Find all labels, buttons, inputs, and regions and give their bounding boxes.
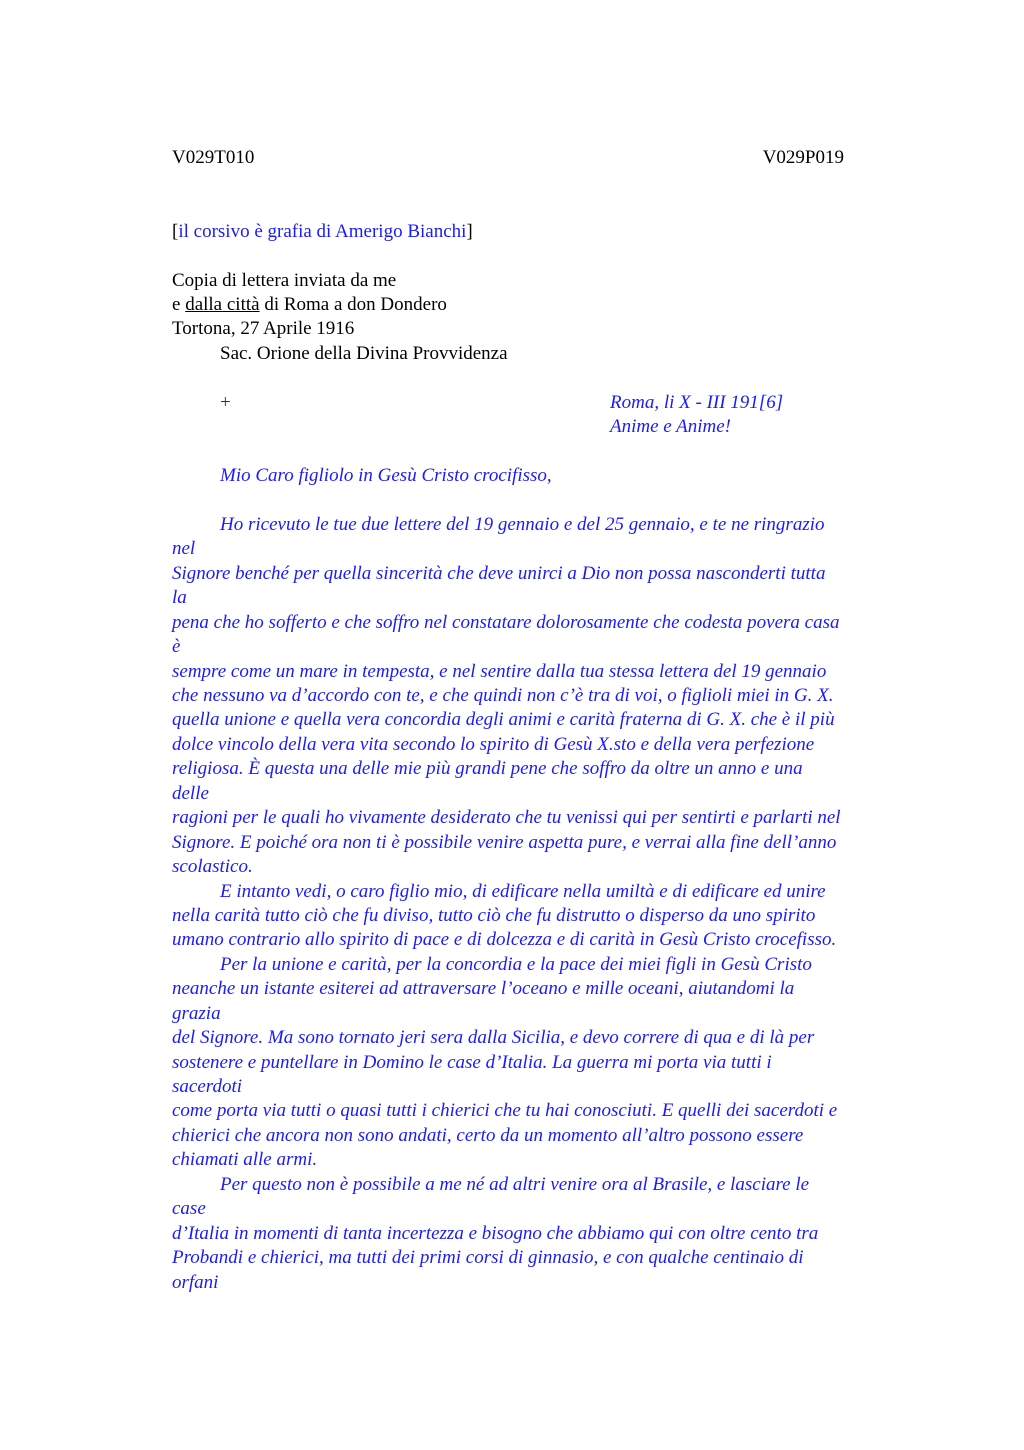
body-line: nella carità tutto ciò che fu diviso, tutto ciò che fu distrutto o disperso da uno spirito xyxy=(172,905,816,926)
body-line: orfani xyxy=(172,1272,219,1293)
note-close-bracket: ] xyxy=(466,221,473,242)
letter-motto: Anime e Anime! xyxy=(610,416,731,437)
body-line: che nessuno va d’accordo con te, e che quindi non c’è tra di voi, o figlioli miei in G. X. xyxy=(172,685,834,706)
body-line: umano contrario allo spirito di pace e di dolcezza e di carità in Gesù Cristo crocefisso. xyxy=(172,929,837,950)
body-line: del Signore. Ma sono tornato jeri sera dalla Sicilia, e devo correre di qua e di là per xyxy=(172,1027,815,1048)
body-line: dolce vincolo della vera vita secondo lo spirito di Gesù X.sto e della vera perfezione xyxy=(172,734,815,755)
body-line: quella unione e quella vera concordia degli animi e carità fraterna di G. X. che è il più xyxy=(172,709,835,730)
note-text: il corsivo è grafia di Amerigo Bianchi xyxy=(178,221,467,242)
body-line: chierici che ancora non sono andati, certo da un momento all’altro possono essere xyxy=(172,1125,804,1146)
body-line: neanche un istante esiterei ad attraversare l’oceano e mille oceani, aiutandomi la xyxy=(172,978,795,999)
body-line: Per la unione e carità, per la concordia e la pace dei miei figli in Gesù Cristo xyxy=(220,954,812,975)
body-line: case xyxy=(172,1198,206,1219)
copy-note-line-2-prefix: e xyxy=(172,294,186,315)
copy-note-line-4: Sac. Orione della Divina Provvidenza xyxy=(220,343,508,364)
body-line: Signore. E poiché ora non ti è possibile venire aspetta pure, e verrai alla fine dell’anno xyxy=(172,832,837,853)
document-code-left: V029T010 xyxy=(172,147,255,168)
body-line: delle xyxy=(172,783,209,804)
document-page xyxy=(172,0,912,1450)
body-line: come porta via tutti o quasi tutti i chierici che tu hai conosciuti. E quelli dei sacerdoti e xyxy=(172,1100,838,1121)
body-line: nel xyxy=(172,538,196,559)
letter-salutation: Mio Caro figliolo in Gesù Cristo crocifisso, xyxy=(220,465,552,486)
body-line: chiamati alle armi. xyxy=(172,1149,318,1170)
letter-place-date: Roma, li X - III 191[6] xyxy=(610,392,784,413)
copy-note-line-1: Copia di lettera inviata da me xyxy=(172,270,397,291)
body-line: religiosa. È questa una delle mie più grandi pene che soffro da oltre un anno e una xyxy=(172,758,803,779)
letter-body xyxy=(172,0,912,1450)
body-line: Probandi e chierici, ma tutti dei primi corsi di ginnasio, e con qualche centinaio di xyxy=(172,1247,804,1268)
body-line: pena che ho sofferto e che soffro nel constatare dolorosamente che codesta povera casa xyxy=(172,612,840,633)
body-line: la xyxy=(172,587,187,608)
body-line: sempre come un mare in tempesta, e nel sentire dalla tua stessa lettera del 19 gennaio xyxy=(172,661,827,682)
body-line: è xyxy=(172,636,181,657)
note-open-bracket: [ xyxy=(172,221,179,242)
document-code-right: V029P019 xyxy=(762,147,844,168)
body-line: E intanto vedi, o caro figlio mio, di edificare nella umiltà e di edificare ed unire xyxy=(220,881,826,902)
body-line: sostenere e puntellare in Domino le case d’Italia. La guerra mi porta via tutti i xyxy=(172,1052,772,1073)
body-line: scolastico. xyxy=(172,856,253,877)
copy-note-line-3: Tortona, 27 Aprile 1916 xyxy=(172,318,355,339)
body-line: grazia xyxy=(172,1003,221,1024)
body-line: ragioni per le quali ho vivamente desiderato che tu venissi qui per sentirti e parlarti nel xyxy=(172,807,841,828)
body-line: Ho ricevuto le tue due lettere del 19 gennaio e del 25 gennaio, e te ne ringrazio xyxy=(220,514,825,535)
cross-mark: + xyxy=(220,392,231,413)
body-line: Signore benché per quella sincerità che deve unirci a Dio non possa nasconderti tutta xyxy=(172,563,826,584)
copy-note-line-2-suffix: di Roma a don Dondero xyxy=(259,294,447,315)
body-line: sacerdoti xyxy=(172,1076,243,1097)
copy-note-underlined-text: dalla città xyxy=(185,294,260,315)
body-line: d’Italia in momenti di tanta incertezza e bisogno che abbiamo qui con oltre cento tra xyxy=(172,1223,819,1244)
body-line: Per questo non è possibile a me né ad altri venire ora al Brasile, e lasciare le xyxy=(220,1174,810,1195)
